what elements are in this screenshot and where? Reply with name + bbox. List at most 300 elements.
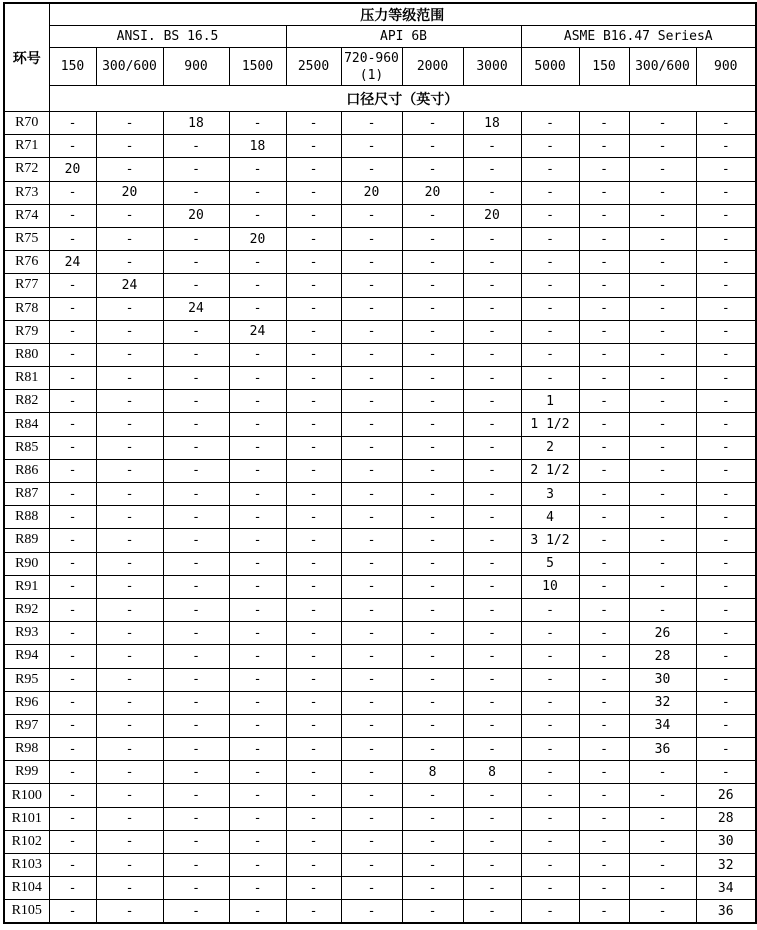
value-cell: - <box>96 506 163 529</box>
value-cell: - <box>229 483 286 506</box>
value-cell: - <box>341 877 402 900</box>
value-cell: - <box>49 367 96 390</box>
value-cell: - <box>696 761 756 784</box>
value-cell: - <box>163 575 229 598</box>
value-cell: - <box>629 297 696 320</box>
row-label: R85 <box>4 436 49 459</box>
row-label: R73 <box>4 181 49 204</box>
value-cell: - <box>96 691 163 714</box>
value-cell: - <box>163 668 229 691</box>
value-cell: - <box>463 830 521 853</box>
value-cell: - <box>341 529 402 552</box>
table-row <box>4 877 756 900</box>
value-cell: - <box>49 483 96 506</box>
value-cell: - <box>163 413 229 436</box>
value-cell: - <box>696 483 756 506</box>
value-cell: - <box>629 274 696 297</box>
value-cell: - <box>402 529 463 552</box>
row-label: R72 <box>4 158 49 181</box>
value-cell: - <box>163 598 229 621</box>
value-cell: - <box>49 622 96 645</box>
value-cell: - <box>629 112 696 135</box>
value-cell: - <box>341 483 402 506</box>
column-header: 150 <box>579 48 629 86</box>
value-cell: - <box>229 854 286 877</box>
value-cell: - <box>521 691 579 714</box>
value-cell: - <box>49 900 96 923</box>
value-cell: - <box>286 738 341 761</box>
value-cell: - <box>629 390 696 413</box>
value-cell: - <box>341 575 402 598</box>
value-cell: 3 1/2 <box>521 529 579 552</box>
table-row <box>4 483 756 506</box>
value-cell: - <box>341 227 402 250</box>
value-cell: - <box>579 598 629 621</box>
value-cell: - <box>96 251 163 274</box>
value-cell: - <box>579 320 629 343</box>
value-cell: - <box>163 181 229 204</box>
value-cell: - <box>229 784 286 807</box>
value-cell: - <box>629 529 696 552</box>
row-label: R92 <box>4 598 49 621</box>
value-cell: - <box>579 506 629 529</box>
value-cell: - <box>579 436 629 459</box>
table-row <box>4 807 756 830</box>
value-cell: - <box>341 714 402 737</box>
table-row <box>4 598 756 621</box>
value-cell: - <box>696 529 756 552</box>
value-cell: - <box>402 854 463 877</box>
value-cell: - <box>402 877 463 900</box>
value-cell: - <box>629 506 696 529</box>
value-cell: - <box>402 506 463 529</box>
value-cell: - <box>341 900 402 923</box>
value-cell: - <box>463 877 521 900</box>
value-cell: 24 <box>229 320 286 343</box>
value-cell: - <box>286 158 341 181</box>
value-cell: - <box>696 390 756 413</box>
value-cell: - <box>163 158 229 181</box>
row-label: R70 <box>4 112 49 135</box>
value-cell: - <box>579 877 629 900</box>
value-cell: - <box>341 761 402 784</box>
value-cell: - <box>579 761 629 784</box>
ring-number-header: 环号 <box>4 3 49 112</box>
value-cell: - <box>521 784 579 807</box>
value-cell: - <box>402 227 463 250</box>
value-cell: - <box>402 830 463 853</box>
value-cell: - <box>229 900 286 923</box>
value-cell: - <box>521 877 579 900</box>
value-cell: 34 <box>696 877 756 900</box>
table-row <box>4 274 756 297</box>
value-cell: - <box>49 738 96 761</box>
value-cell: - <box>521 343 579 366</box>
pressure-rating-table <box>3 2 757 924</box>
value-cell: - <box>696 598 756 621</box>
value-cell: - <box>521 668 579 691</box>
value-cell: - <box>96 529 163 552</box>
value-cell: - <box>286 181 341 204</box>
value-cell: - <box>521 274 579 297</box>
value-cell: - <box>341 274 402 297</box>
value-cell: - <box>579 622 629 645</box>
value-cell: 30 <box>696 830 756 853</box>
table-row <box>4 645 756 668</box>
row-label: R98 <box>4 738 49 761</box>
row-label: R79 <box>4 320 49 343</box>
value-cell: - <box>402 738 463 761</box>
value-cell: - <box>286 552 341 575</box>
row-label: R100 <box>4 784 49 807</box>
value-cell: - <box>579 714 629 737</box>
value-cell: 20 <box>96 181 163 204</box>
value-cell: 18 <box>463 112 521 135</box>
value-cell: - <box>579 204 629 227</box>
value-cell: - <box>579 390 629 413</box>
value-cell: - <box>521 112 579 135</box>
value-cell: - <box>341 738 402 761</box>
value-cell: - <box>163 714 229 737</box>
value-cell: - <box>629 158 696 181</box>
value-cell: - <box>463 135 521 158</box>
row-label: R95 <box>4 668 49 691</box>
value-cell: 20 <box>229 227 286 250</box>
value-cell: - <box>96 112 163 135</box>
value-cell: - <box>402 900 463 923</box>
value-cell: - <box>229 297 286 320</box>
value-cell: - <box>96 877 163 900</box>
value-cell: - <box>229 459 286 482</box>
value-cell: - <box>286 112 341 135</box>
value-cell: - <box>341 807 402 830</box>
value-cell: - <box>341 645 402 668</box>
value-cell: - <box>96 714 163 737</box>
value-cell: - <box>521 598 579 621</box>
value-cell: - <box>49 506 96 529</box>
value-cell: - <box>579 668 629 691</box>
row-label: R101 <box>4 807 49 830</box>
value-cell: - <box>286 575 341 598</box>
value-cell: - <box>341 784 402 807</box>
value-cell: - <box>629 204 696 227</box>
value-cell: - <box>696 204 756 227</box>
row-label: R89 <box>4 529 49 552</box>
column-header: 2000 <box>402 48 463 86</box>
value-cell: - <box>402 691 463 714</box>
value-cell: - <box>579 135 629 158</box>
value-cell: - <box>402 297 463 320</box>
value-cell: - <box>341 668 402 691</box>
value-cell: 20 <box>463 204 521 227</box>
value-cell: - <box>229 807 286 830</box>
value-cell: - <box>341 112 402 135</box>
size-label-row <box>4 86 756 112</box>
group-header-asme-b16-47: ASME B16.47 SeriesA <box>521 26 756 48</box>
value-cell: - <box>521 761 579 784</box>
value-cell: - <box>696 320 756 343</box>
value-cell: - <box>579 830 629 853</box>
value-cell: - <box>402 274 463 297</box>
row-label: R81 <box>4 367 49 390</box>
value-cell: - <box>96 552 163 575</box>
value-cell: - <box>286 807 341 830</box>
value-cell: - <box>402 390 463 413</box>
value-cell: - <box>96 645 163 668</box>
value-cell: - <box>163 622 229 645</box>
value-cell: - <box>286 854 341 877</box>
value-cell: - <box>229 691 286 714</box>
value-cell: - <box>49 343 96 366</box>
table-row <box>4 784 756 807</box>
value-cell: - <box>696 135 756 158</box>
value-cell: - <box>96 413 163 436</box>
value-cell: - <box>629 436 696 459</box>
value-cell: - <box>696 436 756 459</box>
value-cell: - <box>696 552 756 575</box>
value-cell: - <box>341 204 402 227</box>
value-cell: - <box>163 691 229 714</box>
value-cell: 30 <box>629 668 696 691</box>
value-cell: - <box>463 714 521 737</box>
value-cell: - <box>696 227 756 250</box>
value-cell: - <box>463 784 521 807</box>
value-cell: - <box>49 645 96 668</box>
value-cell: - <box>579 251 629 274</box>
value-cell: 20 <box>163 204 229 227</box>
value-cell: - <box>49 227 96 250</box>
value-cell: - <box>49 714 96 737</box>
value-cell: - <box>229 830 286 853</box>
value-cell: - <box>696 622 756 645</box>
value-cell: - <box>96 830 163 853</box>
value-cell: - <box>629 181 696 204</box>
value-cell: - <box>579 784 629 807</box>
value-cell: - <box>286 367 341 390</box>
table-row <box>4 390 756 413</box>
value-cell: - <box>96 158 163 181</box>
column-header: 5000 <box>521 48 579 86</box>
value-cell: - <box>49 390 96 413</box>
value-cell: - <box>463 807 521 830</box>
value-cell: - <box>402 251 463 274</box>
group-header-row <box>4 26 756 48</box>
value-cell: - <box>402 784 463 807</box>
value-cell: - <box>49 784 96 807</box>
value-cell: - <box>96 343 163 366</box>
value-cell: - <box>629 552 696 575</box>
value-cell: - <box>229 506 286 529</box>
value-cell: - <box>163 877 229 900</box>
value-cell: - <box>229 436 286 459</box>
row-label: R84 <box>4 413 49 436</box>
value-cell: - <box>402 622 463 645</box>
value-cell: - <box>286 668 341 691</box>
value-cell: - <box>163 761 229 784</box>
value-cell: - <box>96 436 163 459</box>
value-cell: - <box>579 575 629 598</box>
value-cell: - <box>229 598 286 621</box>
value-cell: - <box>96 135 163 158</box>
value-cell: - <box>229 112 286 135</box>
value-cell: - <box>579 413 629 436</box>
value-cell: 18 <box>229 135 286 158</box>
value-cell: - <box>229 552 286 575</box>
value-cell: - <box>49 135 96 158</box>
value-cell: - <box>96 668 163 691</box>
value-cell: - <box>286 483 341 506</box>
value-cell: - <box>341 390 402 413</box>
row-label: R77 <box>4 274 49 297</box>
value-cell: - <box>341 297 402 320</box>
row-label: R104 <box>4 877 49 900</box>
value-cell: - <box>402 112 463 135</box>
value-cell: - <box>229 251 286 274</box>
value-cell: - <box>463 320 521 343</box>
value-cell: - <box>629 413 696 436</box>
value-cell: - <box>463 227 521 250</box>
value-cell: - <box>96 320 163 343</box>
value-cell: - <box>49 529 96 552</box>
value-cell: - <box>96 459 163 482</box>
value-cell: - <box>696 413 756 436</box>
table-row <box>4 854 756 877</box>
value-cell: - <box>163 274 229 297</box>
value-cell: - <box>49 274 96 297</box>
value-cell: - <box>696 714 756 737</box>
value-cell: - <box>696 459 756 482</box>
value-cell: - <box>96 900 163 923</box>
value-cell: - <box>579 691 629 714</box>
value-cell: - <box>229 738 286 761</box>
value-cell: - <box>96 738 163 761</box>
value-cell: - <box>521 227 579 250</box>
row-label: R75 <box>4 227 49 250</box>
value-cell: - <box>96 761 163 784</box>
row-label: R90 <box>4 552 49 575</box>
value-cell: - <box>402 668 463 691</box>
value-cell: - <box>229 877 286 900</box>
value-cell: - <box>49 877 96 900</box>
size-row-label: 口径尺寸（英寸） <box>49 86 756 112</box>
row-label: R97 <box>4 714 49 737</box>
value-cell: - <box>163 784 229 807</box>
value-cell: - <box>521 204 579 227</box>
value-cell: - <box>286 413 341 436</box>
value-cell: - <box>463 297 521 320</box>
value-cell: - <box>229 529 286 552</box>
value-cell: - <box>579 854 629 877</box>
value-cell: - <box>341 343 402 366</box>
table-row <box>4 135 756 158</box>
value-cell: - <box>163 436 229 459</box>
value-cell: - <box>463 529 521 552</box>
value-cell: 8 <box>463 761 521 784</box>
value-cell: - <box>163 135 229 158</box>
value-cell: - <box>286 274 341 297</box>
table-row <box>4 529 756 552</box>
value-cell: - <box>49 668 96 691</box>
value-cell: - <box>402 552 463 575</box>
value-cell: - <box>96 367 163 390</box>
value-cell: - <box>286 204 341 227</box>
value-cell: - <box>286 343 341 366</box>
value-cell: - <box>286 598 341 621</box>
row-label: R76 <box>4 251 49 274</box>
value-cell: - <box>463 436 521 459</box>
row-label: R102 <box>4 830 49 853</box>
table-row <box>4 320 756 343</box>
value-cell: - <box>286 877 341 900</box>
value-cell: - <box>696 158 756 181</box>
value-cell: - <box>229 622 286 645</box>
value-cell: 34 <box>629 714 696 737</box>
value-cell: - <box>96 784 163 807</box>
value-cell: - <box>402 204 463 227</box>
value-cell: - <box>696 367 756 390</box>
value-cell: - <box>402 158 463 181</box>
value-cell: 32 <box>696 854 756 877</box>
row-label: R71 <box>4 135 49 158</box>
value-cell: - <box>286 436 341 459</box>
value-cell: - <box>229 575 286 598</box>
value-cell: - <box>629 598 696 621</box>
value-cell: - <box>96 204 163 227</box>
value-cell: - <box>629 343 696 366</box>
value-cell: - <box>402 483 463 506</box>
value-cell: - <box>286 297 341 320</box>
value-cell: - <box>49 575 96 598</box>
value-cell: - <box>463 854 521 877</box>
row-label: R78 <box>4 297 49 320</box>
value-cell: - <box>229 413 286 436</box>
value-cell: - <box>49 181 96 204</box>
value-cell: - <box>696 575 756 598</box>
value-cell: - <box>402 436 463 459</box>
value-cell: - <box>96 854 163 877</box>
value-cell: - <box>629 575 696 598</box>
value-cell: - <box>629 807 696 830</box>
value-cell: - <box>521 714 579 737</box>
column-header: 720-960 (1) <box>341 48 402 86</box>
value-cell: - <box>402 575 463 598</box>
value-cell: - <box>286 227 341 250</box>
table-row <box>4 691 756 714</box>
table-row <box>4 738 756 761</box>
value-cell: - <box>521 135 579 158</box>
value-cell: - <box>402 714 463 737</box>
value-cell: - <box>402 367 463 390</box>
table-row <box>4 459 756 482</box>
value-cell: 28 <box>696 807 756 830</box>
value-cell: 5 <box>521 552 579 575</box>
table-row <box>4 436 756 459</box>
value-cell: - <box>463 575 521 598</box>
value-cell: - <box>402 645 463 668</box>
value-cell: - <box>49 297 96 320</box>
value-cell: - <box>341 622 402 645</box>
value-cell: - <box>463 738 521 761</box>
table-title: 压力等级范围 <box>49 3 756 26</box>
value-cell: - <box>163 900 229 923</box>
column-header: 3000 <box>463 48 521 86</box>
value-cell: - <box>286 830 341 853</box>
table-row <box>4 830 756 853</box>
value-cell: - <box>629 227 696 250</box>
value-cell: - <box>341 691 402 714</box>
table-row <box>4 900 756 923</box>
table-row <box>4 506 756 529</box>
